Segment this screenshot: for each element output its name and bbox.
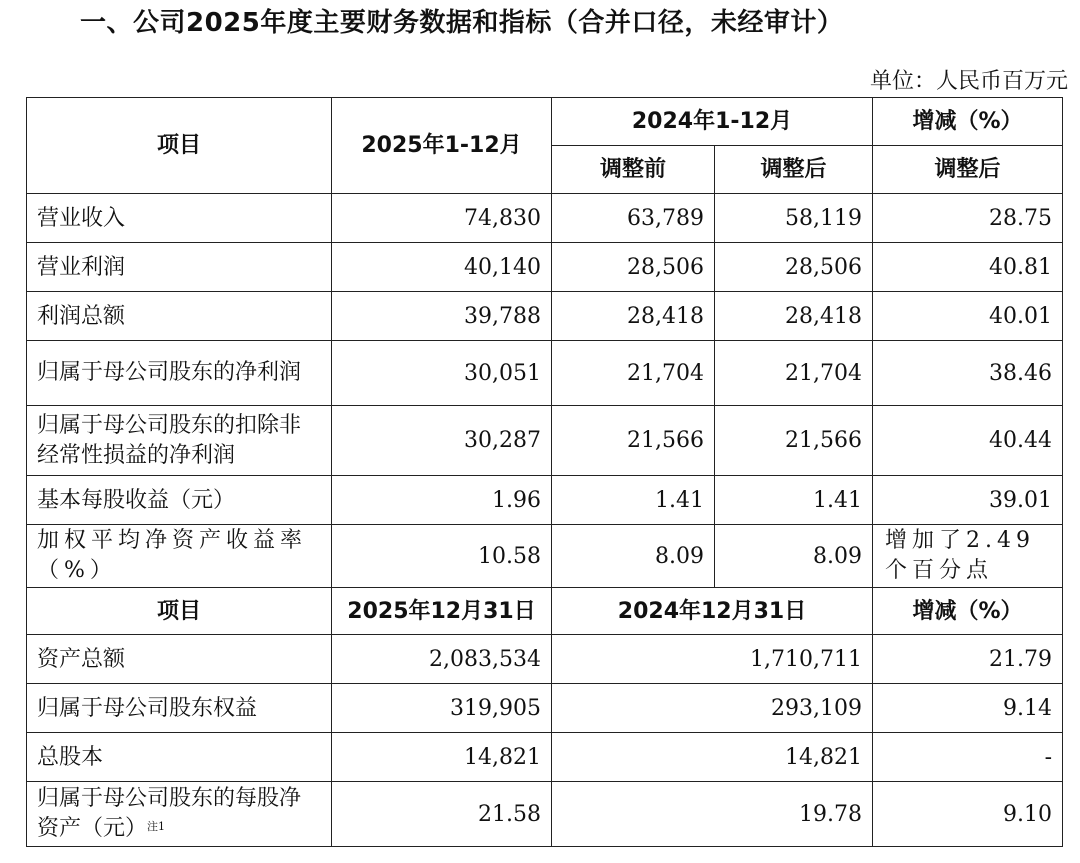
table-row bbox=[27, 684, 1063, 733]
value-2025: 74,830 bbox=[332, 194, 552, 243]
value-2025: 21.58 bbox=[332, 782, 552, 847]
header-after-adjustment: 调整后 bbox=[715, 146, 873, 194]
table-row bbox=[27, 292, 1063, 341]
header-item: 项目 bbox=[27, 98, 332, 194]
value-change: 21.79 bbox=[873, 635, 1063, 684]
value-2024-after: 58,119 bbox=[715, 194, 873, 243]
row-label: 基本每股收益（元） bbox=[27, 476, 332, 525]
value-2025: 2,083,534 bbox=[332, 635, 552, 684]
row-label: 营业利润 bbox=[27, 243, 332, 292]
value-2025: 40,140 bbox=[332, 243, 552, 292]
value-2024-before: 21,704 bbox=[552, 341, 715, 406]
value-change: 28.75 bbox=[873, 194, 1063, 243]
value-2024-before: 8.09 bbox=[552, 525, 715, 588]
value-2024-after: 21,566 bbox=[715, 406, 873, 476]
table-header-row bbox=[27, 98, 1063, 146]
table-row bbox=[27, 733, 1063, 782]
header2-date-2024: 2024年12月31日 bbox=[552, 588, 873, 635]
value-2024: 1,710,711 bbox=[552, 635, 873, 684]
value-2024-after: 21,704 bbox=[715, 341, 873, 406]
table-row bbox=[27, 782, 1063, 847]
header-period-2024: 2024年1-12月 bbox=[552, 98, 873, 146]
value-change: 38.46 bbox=[873, 341, 1063, 406]
value-2024-after: 1.41 bbox=[715, 476, 873, 525]
table-row bbox=[27, 341, 1063, 406]
value-2025: 319,905 bbox=[332, 684, 552, 733]
value-2025: 1.96 bbox=[332, 476, 552, 525]
header-change-after-adjustment: 调整后 bbox=[873, 146, 1063, 194]
value-change: - bbox=[873, 733, 1063, 782]
value-change: 增加了2.49个百分点 bbox=[873, 525, 1063, 588]
table-row bbox=[27, 476, 1063, 525]
value-2025: 30,051 bbox=[332, 341, 552, 406]
value-2024-before: 21,566 bbox=[552, 406, 715, 476]
table-row bbox=[27, 525, 1063, 588]
table-row bbox=[27, 635, 1063, 684]
row-label: 加权平均净资产收益率（%） bbox=[27, 525, 332, 588]
value-2024: 293,109 bbox=[552, 684, 873, 733]
row-label: 利润总额 bbox=[27, 292, 332, 341]
table-row bbox=[27, 406, 1063, 476]
header-period-2025: 2025年1-12月 bbox=[332, 98, 552, 194]
value-2024-after: 28,506 bbox=[715, 243, 873, 292]
value-2025: 39,788 bbox=[332, 292, 552, 341]
table-row bbox=[27, 194, 1063, 243]
unit-label: 单位：人民币百万元 bbox=[869, 69, 1068, 94]
row-label: 归属于母公司股东的扣除非经常性损益的净利润 bbox=[27, 406, 332, 476]
header2-change: 增减（%） bbox=[873, 588, 1063, 635]
financial-table bbox=[26, 97, 1063, 847]
value-2025: 10.58 bbox=[332, 525, 552, 588]
value-2024-after: 28,418 bbox=[715, 292, 873, 341]
row-label: 归属于母公司股东的净利润 bbox=[27, 341, 332, 406]
value-2024-before: 28,418 bbox=[552, 292, 715, 341]
row-label: 营业收入 bbox=[27, 194, 332, 243]
row-label: 总股本 bbox=[27, 733, 332, 782]
row-label-text: 归属于母公司股东的每股净资产（元） bbox=[37, 786, 302, 841]
value-change: 40.44 bbox=[873, 406, 1063, 476]
footnote-marker: 注1 bbox=[147, 820, 166, 833]
row-label bbox=[27, 782, 332, 847]
value-2024-before: 1.41 bbox=[552, 476, 715, 525]
table-row bbox=[27, 243, 1063, 292]
value-2024-before: 63,789 bbox=[552, 194, 715, 243]
value-change: 9.14 bbox=[873, 684, 1063, 733]
row-label: 资产总额 bbox=[27, 635, 332, 684]
header2-item: 项目 bbox=[27, 588, 332, 635]
header2-date-2025: 2025年12月31日 bbox=[332, 588, 552, 635]
value-2024-before: 28,506 bbox=[552, 243, 715, 292]
value-2024: 19.78 bbox=[552, 782, 873, 847]
value-change: 9.10 bbox=[873, 782, 1063, 847]
value-change: 40.81 bbox=[873, 243, 1063, 292]
value-2025: 14,821 bbox=[332, 733, 552, 782]
value-2025: 30,287 bbox=[332, 406, 552, 476]
value-change: 39.01 bbox=[873, 476, 1063, 525]
header-change: 增减（%） bbox=[873, 98, 1063, 146]
table-header-row-2 bbox=[27, 588, 1063, 635]
value-2024: 14,821 bbox=[552, 733, 873, 782]
value-2024-after: 8.09 bbox=[715, 525, 873, 588]
value-change: 40.01 bbox=[873, 292, 1063, 341]
row-label: 归属于母公司股东权益 bbox=[27, 684, 332, 733]
page-title: 一、公司2025年度主要财务数据和指标（合并口径，未经审计） bbox=[80, 8, 844, 38]
header-before-adjustment: 调整前 bbox=[552, 146, 715, 194]
